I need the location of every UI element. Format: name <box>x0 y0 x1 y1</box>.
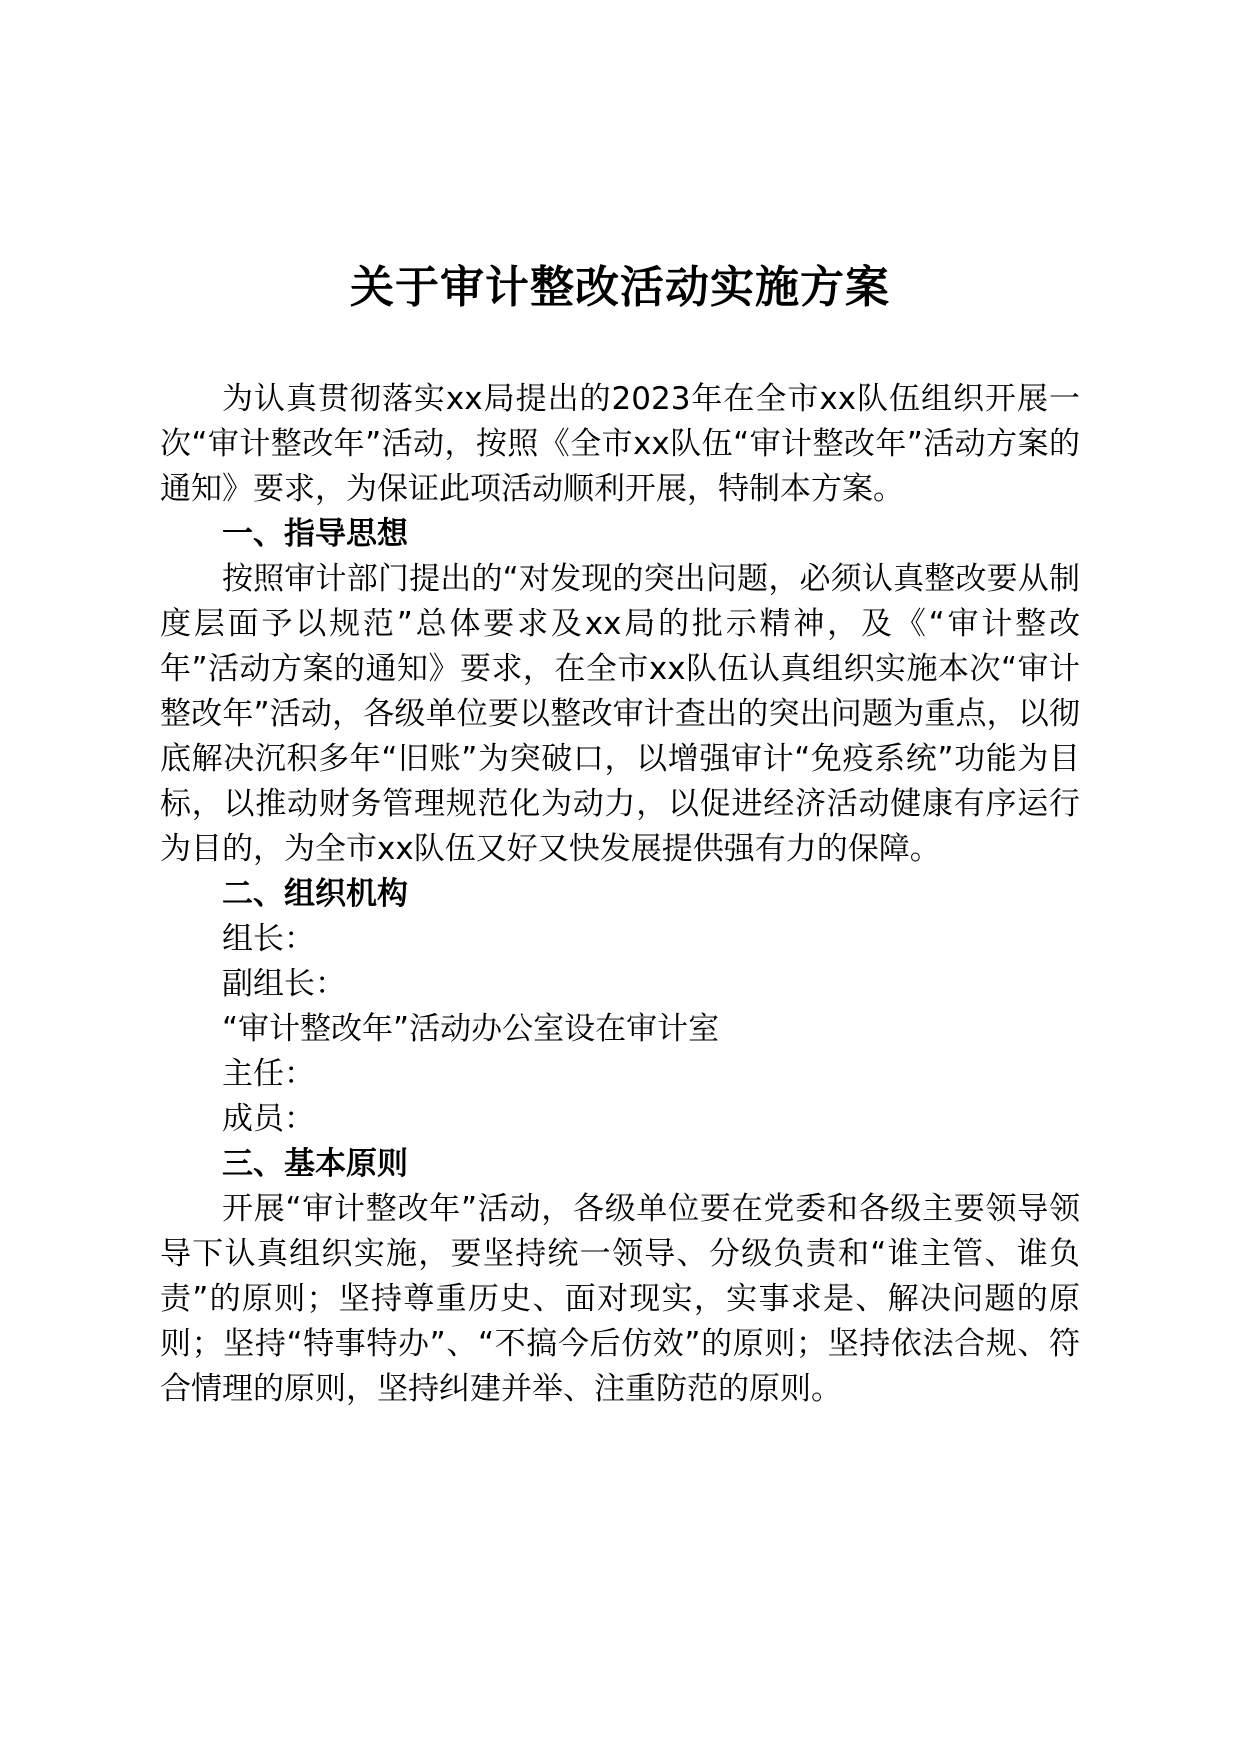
org-item-office: “审计整改年”活动办公室设在审计室 <box>222 1011 720 1047</box>
section-heading-guiding-thought: 一、指导思想 <box>222 516 408 552</box>
section-heading-basic-principles: 三、基本原则 <box>222 1146 408 1182</box>
section-body-basic-principles: 开展“审计整改年”活动，各级单位要在党委和各级主要领导领导下认真组织实施，要坚持统一领导、分级负责和“谁主管、谁负责”的原则；坚持尊重历史、面对现实，实事求是、解决问题的原则；坚持“特事特办”、“不搞今后仿效”的原则；坚持依法合规、符合情理的原则，坚持纠建并举、注重防范的原则。 <box>160 1191 1080 1407</box>
org-item-deputy-leader: 副组长： <box>222 966 346 1002</box>
section-body-guiding-thought: 按照审计部门提出的“对发现的突出问题，必须认真整改要从制度层面予以规范”总体要求及xx局的批示精神，及《“审计整改年”活动方案的通知》要求，在全市xx队伍认真组织实施本次“审计整改年”活动，各级单位要以整改审计查出的突出问题为重点，以彻底解决沉积多年“旧账”为突破口，以增强审计“免疫系统”功能为目标，以推动财务管理规范化为动力，以促进经济活动健康有序运行为目的，为全市xx队伍又好又快发展提供强有力的保障。 <box>160 561 1080 867</box>
org-item-director: 主任： <box>222 1056 315 1092</box>
document-body <box>160 377 1080 1412</box>
org-item-members: 成员： <box>222 1101 315 1137</box>
document-title: 关于审计整改活动实施方案 <box>350 262 890 313</box>
section-heading-organization: 二、组织机构 <box>222 876 408 912</box>
org-item-leader: 组长： <box>222 921 315 957</box>
intro-paragraph: 为认真贯彻落实xx局提出的2023年在全市xx队伍组织开展一次“审计整改年”活动，按照《全市xx队伍“审计整改年”活动方案的通知》要求，为保证此项活动顺利开展，特制本方案。 <box>160 381 1080 507</box>
